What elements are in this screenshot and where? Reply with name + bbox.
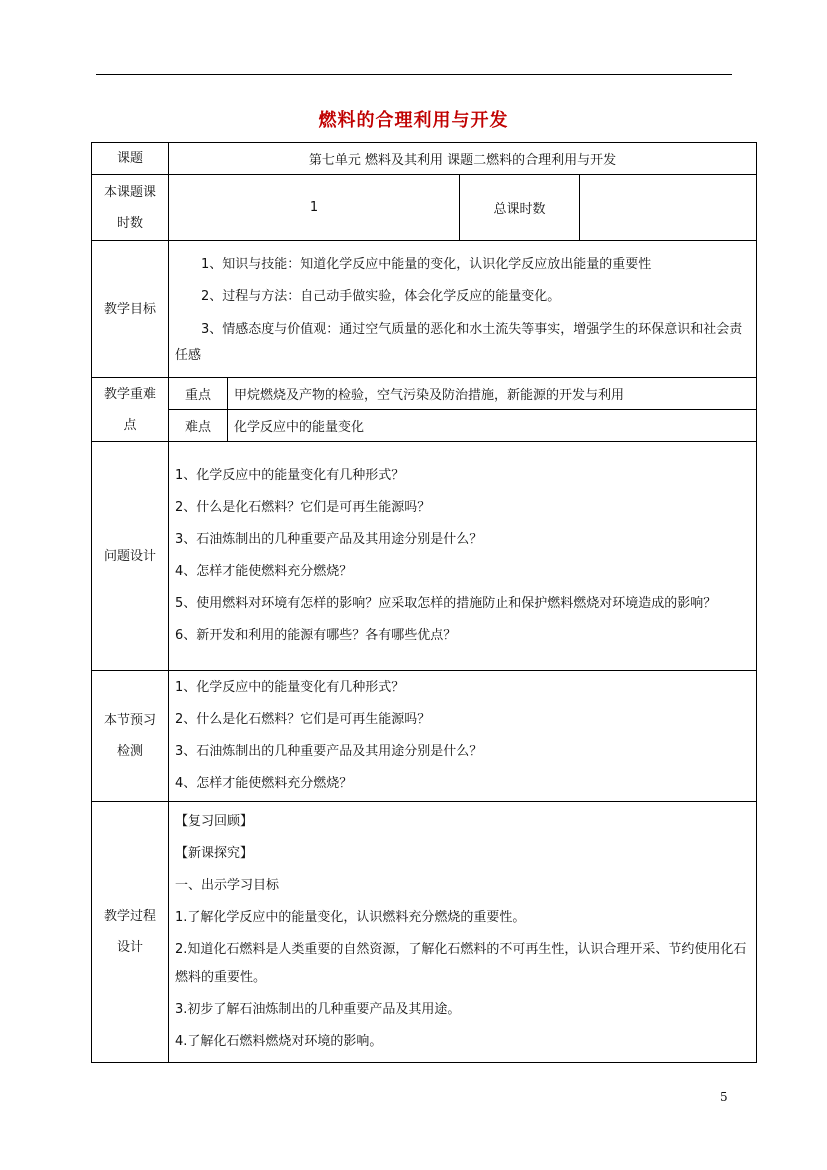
preview-label: 本节预习检测	[92, 671, 169, 802]
key-point-value: 甲烷燃烧及产物的检验，空气污染及防治措施，新能源的开发与利用	[228, 378, 757, 410]
difficult-point-label: 难点	[169, 410, 228, 442]
preview-row	[92, 671, 757, 802]
key-point-label: 重点	[169, 378, 228, 410]
hours-row	[92, 175, 757, 241]
goal-item: 3、情感态度与价值观：通过空气质量的恶化和水土流失等事实，增强学生的环保意识和社会责任感	[175, 322, 743, 363]
process-item: 1.了解化学反应中的能量变化，认识燃料充分燃烧的重要性。	[175, 910, 526, 925]
goal-item: 2、过程与方法：自己动手做实验，体会化学反应的能量变化。	[201, 289, 561, 304]
preview-item: 1、化学反应中的能量变化有几种形式？	[175, 680, 405, 695]
questions-label: 问题设计	[92, 442, 169, 671]
preview-item: 2、什么是化石燃料？它们是可再生能源吗？	[175, 712, 431, 727]
question-item: 4、怎样才能使燃料充分燃烧？	[175, 564, 353, 579]
topic-value: 第七单元 燃料及其利用 课题二燃料的合理利用与开发	[169, 143, 757, 175]
total-hours-label: 总课时数	[460, 175, 580, 241]
questions-row	[92, 442, 757, 671]
process-item: 4.了解化石燃料燃烧对环境的影响。	[175, 1034, 383, 1049]
key-point-row	[92, 378, 757, 410]
goal-item: 1、知识与技能：知道化学反应中能量的变化，认识化学反应放出能量的重要性	[201, 257, 652, 272]
process-label: 教学过程设计	[92, 802, 169, 1063]
process-item: 【复习回顾】	[175, 814, 254, 829]
preview-cell	[169, 671, 757, 802]
questions-cell	[169, 442, 757, 671]
process-row	[92, 802, 757, 1063]
goals-row	[92, 241, 757, 378]
question-item: 6、新开发和利用的能源有哪些？各有哪些优点？	[175, 628, 457, 643]
question-item: 5、使用燃料对环境有怎样的影响？应采取怎样的措施防止和保护燃料燃烧对环境造成的影响？	[175, 596, 717, 611]
preview-item: 3、石油炼制出的几种重要产品及其用途分别是什么？	[175, 744, 483, 759]
topic-row	[92, 143, 757, 175]
topic-label: 课题	[92, 143, 169, 175]
process-item: 2.知道化石燃料是人类重要的自然资源，了解化石燃料的不可再生性，认识合理开采、节约使用化石燃料的重要性。	[175, 942, 747, 985]
lesson-plan-table	[91, 142, 757, 1063]
difficult-point-value: 化学反应中的能量变化	[228, 410, 757, 442]
header-rule	[96, 74, 732, 75]
total-hours-value	[580, 175, 757, 241]
goals-cell	[169, 241, 757, 378]
document-title: 燃料的合理利用与开发	[318, 110, 509, 131]
process-cell	[169, 802, 757, 1063]
hours-label: 本课题课时数	[92, 175, 169, 241]
process-item: 3.初步了解石油炼制出的几种重要产品及其用途。	[175, 1002, 461, 1017]
hours-value: 1	[169, 175, 460, 241]
preview-item: 4、怎样才能使燃料充分燃烧？	[175, 776, 353, 791]
question-item: 3、石油炼制出的几种重要产品及其用途分别是什么？	[175, 532, 483, 547]
process-item: 一、出示学习目标	[175, 878, 280, 893]
focus-label: 教学重难点	[92, 378, 169, 442]
difficult-point-row	[92, 410, 757, 442]
question-item: 1、化学反应中的能量变化有几种形式？	[175, 468, 405, 483]
question-item: 2、什么是化石燃料？它们是可再生能源吗？	[175, 500, 431, 515]
page-number: 5	[720, 1090, 728, 1104]
process-item: 【新课探究】	[175, 846, 254, 861]
goals-label: 教学目标	[92, 241, 169, 378]
